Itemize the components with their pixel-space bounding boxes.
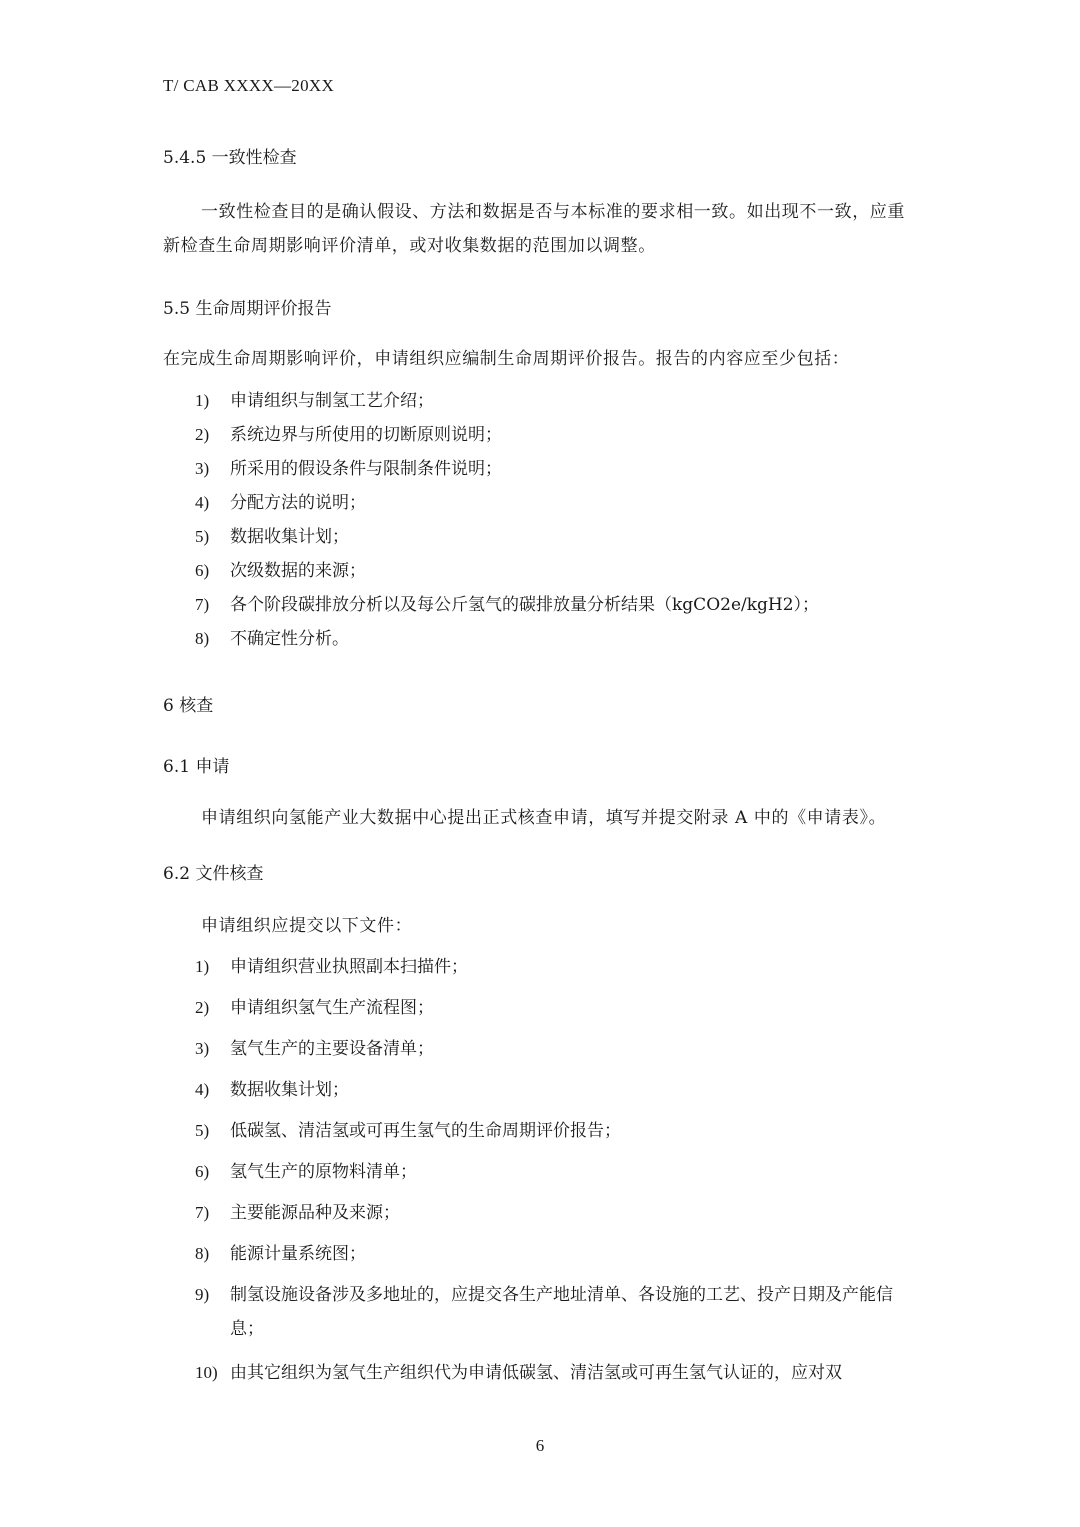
list-number: 5) <box>195 1121 210 1140</box>
section-heading-6-1: 6.1 申请 <box>163 757 230 777</box>
list-number: 8) <box>195 1244 210 1263</box>
list-text: 次级数据的来源； <box>230 561 366 581</box>
list-text: 主要能源品种及来源； <box>230 1203 400 1223</box>
list-number: 1) <box>195 957 210 976</box>
list-item <box>195 1032 920 1066</box>
list-number: 10) <box>195 1363 218 1382</box>
list-text: 不确定性分析。 <box>230 629 349 649</box>
list-number: 2) <box>195 425 210 444</box>
list-text: 申请组织氢气生产流程图； <box>230 998 434 1018</box>
list-item <box>195 588 920 622</box>
list-number: 3) <box>195 1039 210 1058</box>
section-paragraph-6-1: 申请组织向氢能产业大数据中心提出正式核查申请，填写并提交附录 A 中的《申请表》。 <box>201 808 887 828</box>
list-text: 所采用的假设条件与限制条件说明； <box>230 459 502 479</box>
list-item <box>195 1114 920 1148</box>
section-intro-5-5: 在完成生命周期影响评价，申请组织应编制生命周期评价报告。报告的内容应至少包括： <box>163 349 850 369</box>
list-item <box>195 554 920 588</box>
list-item <box>195 384 920 418</box>
list-item <box>195 1278 920 1346</box>
section-heading-6: 6 核查 <box>163 696 214 716</box>
list-item <box>195 520 920 554</box>
list-number: 3) <box>195 459 210 478</box>
list-text: 氢气生产的原物料清单； <box>230 1162 417 1182</box>
list-item <box>195 950 920 984</box>
list-number: 8) <box>195 629 210 648</box>
list-number: 4) <box>195 493 210 512</box>
list-text: 分配方法的说明； <box>230 493 366 513</box>
list-item <box>195 1155 920 1189</box>
section-heading-5-4-5: 5.4.5 一致性检查 <box>163 148 297 168</box>
list-item <box>195 622 920 656</box>
list-text: 各个阶段碳排放分析以及每公斤氢气的碳排放量分析结果（kgCO2e/kgH2）； <box>230 595 820 615</box>
list-text: 低碳氢、清洁氢或可再生氢气的生命周期评价报告； <box>230 1121 621 1141</box>
list-item <box>195 418 920 452</box>
list-text: 申请组织与制氢工艺介绍； <box>230 391 434 411</box>
list-number: 9) <box>195 1285 210 1304</box>
list-item <box>195 1237 920 1271</box>
list-item <box>195 991 920 1025</box>
section-heading-5-5: 5.5 生命周期评价报告 <box>163 299 332 319</box>
list-text: 氢气生产的主要设备清单； <box>230 1039 434 1059</box>
list-number: 2) <box>195 998 210 1017</box>
section-heading-6-2: 6.2 文件核查 <box>163 864 264 884</box>
document-code-header: T/ CAB XXXX—20XX <box>163 76 335 95</box>
section-paragraph-5-4-5: 一致性检查目的是确认假设、方法和数据是否与本标准的要求相一致。如出现不一致，应重新检查生命周期影响评价清单，或对收集数据的范围加以调整。 <box>163 202 905 256</box>
list-text: 数据收集计划； <box>230 527 349 547</box>
list-text: 制氢设施设备涉及多地址的，应提交各生产地址清单、各设施的工艺、投产日期及产能信息； <box>230 1285 893 1339</box>
list-number: 4) <box>195 1080 210 1099</box>
list-number: 5) <box>195 527 210 546</box>
list-item <box>195 486 920 520</box>
list-item <box>195 1356 920 1390</box>
list-text: 数据收集计划； <box>230 1080 349 1100</box>
list-text: 申请组织营业执照副本扫描件； <box>230 957 468 977</box>
section-intro-6-2: 申请组织应提交以下文件： <box>201 916 413 936</box>
list-item <box>195 1073 920 1107</box>
list-text: 由其它组织为氢气生产组织代为申请低碳氢、清洁氢或可再生氢气认证的，应对双 <box>230 1363 842 1383</box>
list-number: 6) <box>195 561 210 580</box>
list-text: 能源计量系统图； <box>230 1244 366 1264</box>
page-number: 6 <box>535 1436 545 1455</box>
list-item <box>195 452 920 486</box>
list-number: 7) <box>195 595 210 614</box>
list-number: 7) <box>195 1203 210 1222</box>
list-number: 6) <box>195 1162 210 1181</box>
list-item <box>195 1196 920 1230</box>
list-number: 1) <box>195 391 210 410</box>
list-text: 系统边界与所使用的切断原则说明； <box>230 425 502 445</box>
